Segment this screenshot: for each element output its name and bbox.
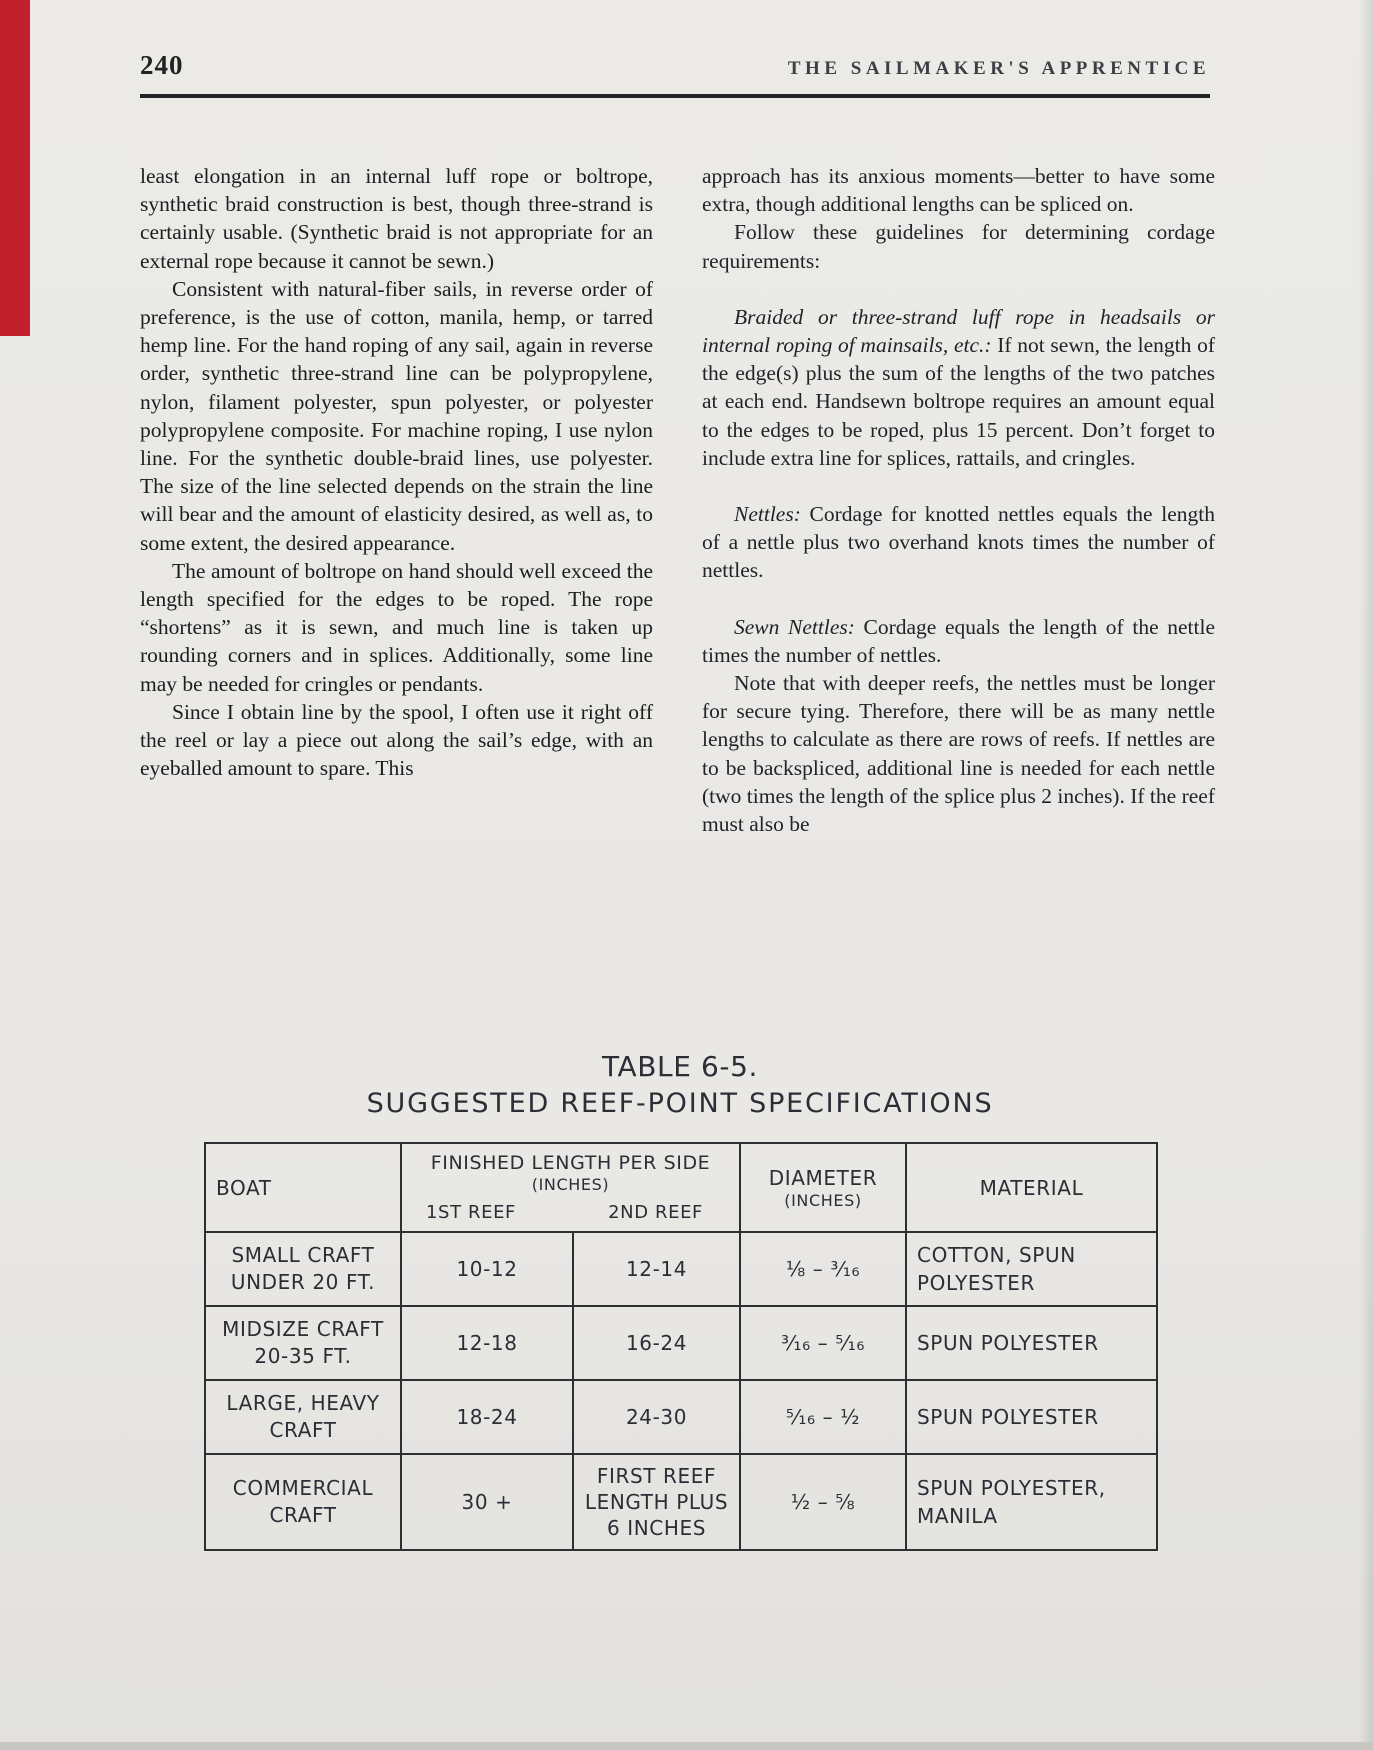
right-column bbox=[702, 162, 1215, 838]
table-row bbox=[205, 1232, 1157, 1306]
table-row bbox=[205, 1454, 1157, 1550]
cell-diameter: ³⁄₁₆ – ⁵⁄₁₆ bbox=[740, 1306, 906, 1380]
finished-length-label: FINISHED LENGTH PER SIDE bbox=[430, 1152, 711, 1175]
guideline-nettles bbox=[702, 500, 1215, 585]
diameter-label: DIAMETER bbox=[768, 1165, 878, 1190]
cell-boat: MIDSIZE CRAFT 20-35 FT. bbox=[205, 1306, 401, 1380]
finished-length-unit: (INCHES) bbox=[531, 1175, 610, 1195]
table-row bbox=[205, 1380, 1157, 1454]
col-header-diameter bbox=[740, 1143, 906, 1232]
cell-reef1: 18-24 bbox=[401, 1380, 573, 1454]
reef2-label: 2ND REEF bbox=[608, 1202, 703, 1224]
paragraph: Consistent with natural-fiber sails, in reverse order of preference, is the use of cotton, manila, hemp, or tarred hemp line. For the hand roping of any sail, again in reverse order, synthetic three-strand line can be polypropylene, nylon, filament polyester, spun polyester, or polyester polypropylene composite. For machine roping, I use nylon line. For the synthetic double-braid lines, use polyester. The size of the line selected depends on the strain the line will bear and the amount of elasticity desired, as well as, to some extent, the desired appearance. bbox=[140, 276, 653, 555]
guideline-lead: Nettles: bbox=[734, 502, 801, 527]
paragraph: least elongation in an internal luff rope or boltrope, synthetic braid construction is best, though three-strand is certainly usable. (Synthetic braid is not appropriate for an external rope because it cannot be sewn.) bbox=[140, 164, 653, 273]
page-header bbox=[140, 50, 1210, 81]
page-number: 240 bbox=[140, 50, 184, 80]
guideline-lead: Braided or three-strand luff rope in headsails or internal roping of mainsails, etc.: bbox=[702, 304, 1215, 358]
paragraph: The amount of boltrope on hand should well exceed the length specified for the edges to be roped. The rope “shortens” as it is sewn, and much line is taken up rounding corners and in splices. Additionally, some line may be needed for cringles or pendants. bbox=[140, 558, 653, 696]
cell-reef1: 10-12 bbox=[401, 1232, 573, 1306]
body-text bbox=[140, 162, 1215, 838]
cell-reef2: 24-30 bbox=[573, 1380, 740, 1454]
cell-boat: LARGE, HEAVY CRAFT bbox=[205, 1380, 401, 1454]
cell-diameter: ½ – ⅝ bbox=[740, 1454, 906, 1550]
table-6-5-section bbox=[0, 1048, 1373, 1551]
cell-material: SPUN POLYESTER bbox=[906, 1380, 1157, 1454]
scan-red-stripe bbox=[0, 0, 30, 336]
scan-bottom-edge bbox=[0, 1742, 1373, 1750]
reef-point-spec-table bbox=[204, 1142, 1158, 1551]
cell-material: SPUN POLYESTER bbox=[906, 1306, 1157, 1380]
reef-sublabels bbox=[412, 1194, 729, 1223]
cell-diameter: ⅛ – ³⁄₁₆ bbox=[740, 1232, 906, 1306]
guideline-sewn-nettles bbox=[702, 613, 1215, 669]
paragraph: Note that with deeper reefs, the nettles must be longer for secure tying. Therefore, there will be as many nettle lengths to calculate as there are rows of reefs. If nettles are to be backspliced, additional line is needed for each nettle (two times the length of the splice plus 2 inches). If the reef must also be bbox=[702, 671, 1215, 837]
cell-reef1: 30 + bbox=[401, 1454, 573, 1550]
paragraph: approach has its anxious moments—better to have some extra, though additional lengths can be spliced on. bbox=[702, 164, 1215, 217]
guideline-text: If not sewn, the length of the edge(s) plus the sum of the lengths of the two patches at each end. Handsewn boltrope requires an amount equal to the edges to be roped, plus 15 percent. Don’t forget to include extra line for splices, rattails, and cringles. bbox=[702, 333, 1215, 470]
cell-reef1: 12-18 bbox=[401, 1306, 573, 1380]
table-header-row bbox=[205, 1143, 1157, 1232]
guideline-text: Cordage for knotted nettles equals the length of a nettle plus two overhand knots times the number of nettles. bbox=[702, 502, 1215, 583]
cell-material: SPUN POLYESTER, MANILA bbox=[906, 1454, 1157, 1550]
col-header-material: MATERIAL bbox=[906, 1143, 1157, 1232]
col-header-boat: BOAT bbox=[205, 1143, 401, 1232]
cell-reef2: FIRST REEF LENGTH PLUS 6 INCHES bbox=[573, 1454, 740, 1550]
table-title bbox=[204, 1048, 1156, 1122]
table-row bbox=[205, 1306, 1157, 1380]
cell-reef2: 12-14 bbox=[573, 1232, 740, 1306]
cell-material: COTTON, SPUN POLYESTER bbox=[906, 1232, 1157, 1306]
guideline-text: Cordage equals the length of the nettle times the number of nettles. bbox=[702, 614, 1215, 667]
reef1-label: 1ST REEF bbox=[426, 1202, 517, 1224]
table-title-line1: TABLE 6-5. bbox=[601, 1050, 759, 1083]
cell-boat: COMMERCIAL CRAFT bbox=[205, 1454, 401, 1550]
guideline-braided-rope bbox=[702, 303, 1215, 472]
guideline-lead: Sewn Nettles: bbox=[734, 614, 855, 639]
header-rule bbox=[140, 94, 1210, 98]
table-title-line2: SUGGESTED REEF-POINT SPECIFICATIONS bbox=[366, 1087, 994, 1119]
cell-reef2: 16-24 bbox=[573, 1306, 740, 1380]
diameter-unit: (INCHES) bbox=[784, 1190, 862, 1210]
running-title: THE SAILMAKER'S APPRENTICE bbox=[787, 58, 1210, 79]
cell-diameter: ⁵⁄₁₆ – ½ bbox=[740, 1380, 906, 1454]
left-column bbox=[140, 162, 653, 838]
paragraph: Since I obtain line by the spool, I often use it right off the reel or lay a piece out along the sail’s edge, with an eyeballed amount to spare. This bbox=[140, 699, 653, 781]
cell-boat: SMALL CRAFT UNDER 20 FT. bbox=[205, 1232, 401, 1306]
paragraph: Follow these guidelines for determining cordage requirements: bbox=[702, 220, 1215, 273]
col-header-finished-length bbox=[401, 1143, 740, 1232]
